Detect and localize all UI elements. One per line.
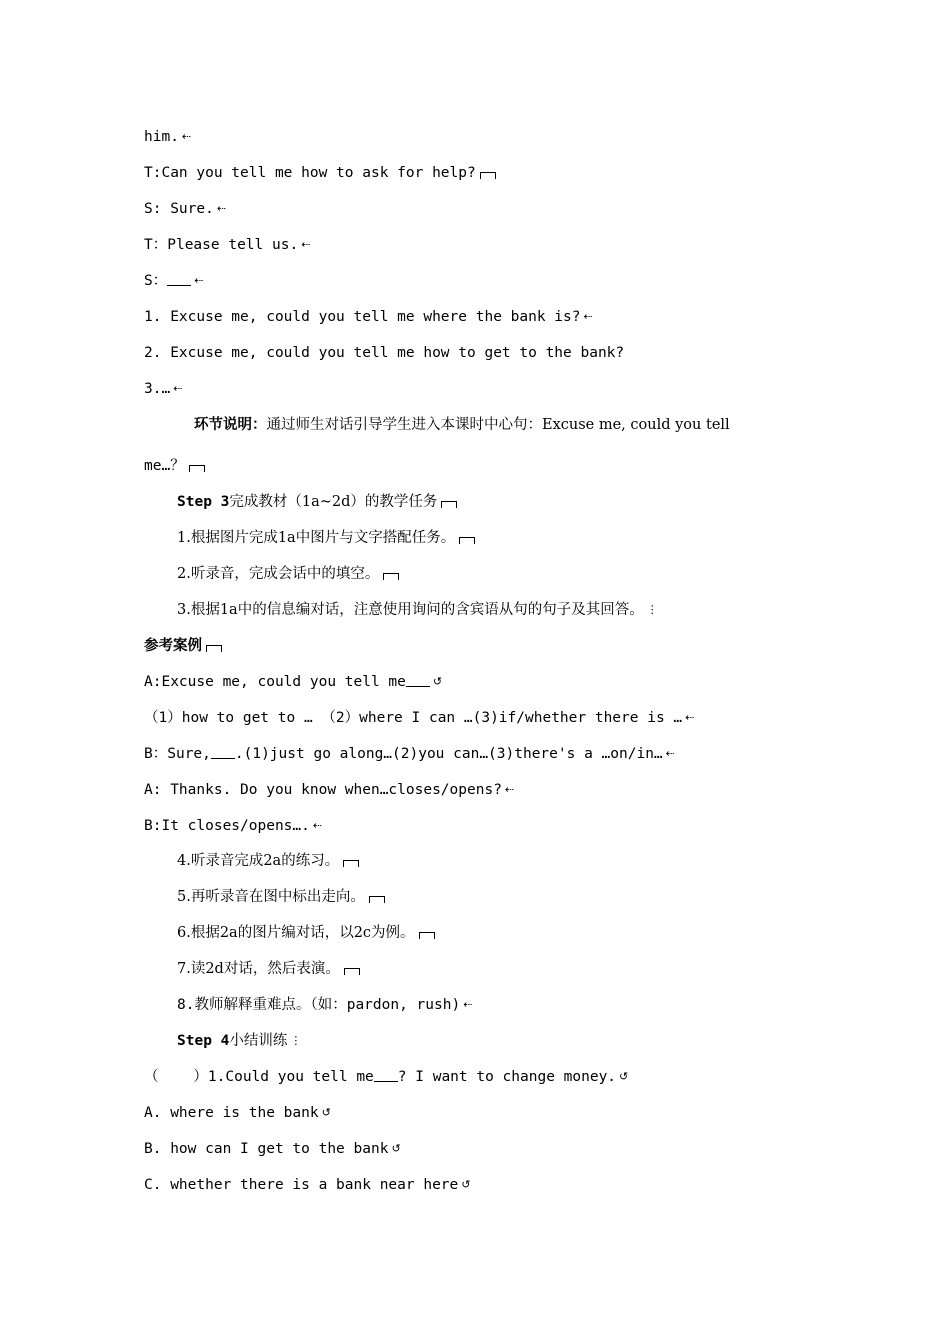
section-note: 环节说明：通过师生对话引导学生进入本课时中心句：Excuse me, could you tell [194,416,730,433]
paragraph-mark-icon: ⇠ [463,998,473,1011]
line-break-icon [343,860,359,867]
dialogue-b-closes: B:It closes/opens…. ⇠ [144,818,323,834]
fill-blank [167,273,191,286]
line-break-icon [369,896,385,903]
dialogue-line-him: him. ⇠ [144,129,192,145]
task-item-4: 4.听录音完成2a的练习。 [177,852,359,870]
section-note-label: 环节说明： [194,416,267,433]
paragraph-mark-icon: ⇠ [194,274,204,287]
paragraph-mark-icon: ⇠ [583,310,593,323]
dialogue-b-sure: B：Sure, .(1)just go along…(2)you can…(3)there's a …on/in… ⇠ [144,746,675,762]
line-break-icon [206,645,222,652]
fill-blank [374,1069,398,1082]
fill-blank [211,746,235,759]
swirl-mark-icon: ↺ [432,675,443,688]
step-4-heading: Step 4小结训练 ⋮ [177,1033,302,1049]
colon-mark-icon: ⋮ [290,1034,302,1047]
task-item-2: 2.听录音，完成会话中的填空。 [177,565,399,583]
paragraph-mark-icon: ⇠ [216,202,227,215]
line-break-icon [344,968,360,975]
paragraph-mark-icon: ⇠ [173,382,183,395]
dialogue-line-teacher-tell: T：Please tell us. ⇠ [144,237,311,253]
step-3-heading: Step 3完成教材（1a~2d）的教学任务 [177,493,457,511]
task-item-5: 5.再听录音在图中标出走向。 [177,888,385,906]
swirl-mark-icon: ↺ [321,1106,331,1119]
line-break-icon [480,172,496,179]
task-item-6: 6.根据2a的图片编对话，以2c为例。 [177,924,435,942]
paragraph-mark-icon: ⇠ [301,238,311,251]
colon-mark-icon: ⋮ [646,603,658,616]
paragraph-mark-icon: ⇠ [504,783,515,796]
dialogue-a-excuse: A:Excuse me, could you tell me ↺ [144,674,443,690]
task-item-8: 8.教师解释重难点。（如：pardon, rush) ⇠ [177,997,473,1013]
task-item-3: 3.根据1a中的信息编对话，注意使用询问的含宾语从句的句子及其回答。 ⋮ [177,602,658,618]
dialogue-line-student-sure: S: Sure. ⇠ [144,201,227,217]
dialogue-options: （1）how to get to … （2）where I can …(3)if/whether there is … ⇠ [144,710,695,726]
paragraph-mark-icon: ⇠ [181,130,192,143]
dialogue-line-teacher-ask: T:Can you tell me how to ask for help? [144,164,496,182]
line-break-icon [383,573,399,580]
example-sentence-1: 1. Excuse me, could you tell me where the bank is? ⇠ [144,309,593,325]
exercise-question-1: （ ）1.Could you tell me ? I want to change money. ↺ [144,1069,629,1085]
fill-blank [406,674,430,687]
section-note-continued: me…？ [144,457,205,475]
swirl-mark-icon: ↺ [619,1070,629,1083]
paragraph-mark-icon: ⇠ [685,711,695,724]
task-item-7: 7.读2d对话，然后表演。 [177,960,360,978]
paragraph-mark-icon: ⇠ [665,747,675,760]
exercise-option-c: C. whether there is a bank near here ↺ [144,1177,471,1193]
example-sentence-2: 2. Excuse me, could you tell me how to get to the bank? [144,345,625,361]
dialogue-a-thanks: A: Thanks. Do you know when…closes/opens? ⇠ [144,782,515,798]
exercise-option-b: B. how can I get to the bank ↺ [144,1141,401,1157]
line-break-icon [419,932,435,939]
task-item-1: 1.根据图片完成1a中图片与文字搭配任务。 [177,529,475,547]
dialogue-line-student-blank: S： ⇠ [144,273,204,289]
swirl-mark-icon: ↺ [391,1142,401,1155]
line-break-icon [459,537,475,544]
line-break-icon [441,501,457,508]
reference-example-heading: 参考案例 [144,637,222,655]
swirl-mark-icon: ↺ [461,1178,471,1191]
line-break-icon [189,465,205,472]
paragraph-mark-icon: ⇠ [312,819,323,832]
exercise-option-a: A. where is the bank ↺ [144,1105,331,1121]
example-sentence-3: 3.… ⇠ [144,381,183,397]
